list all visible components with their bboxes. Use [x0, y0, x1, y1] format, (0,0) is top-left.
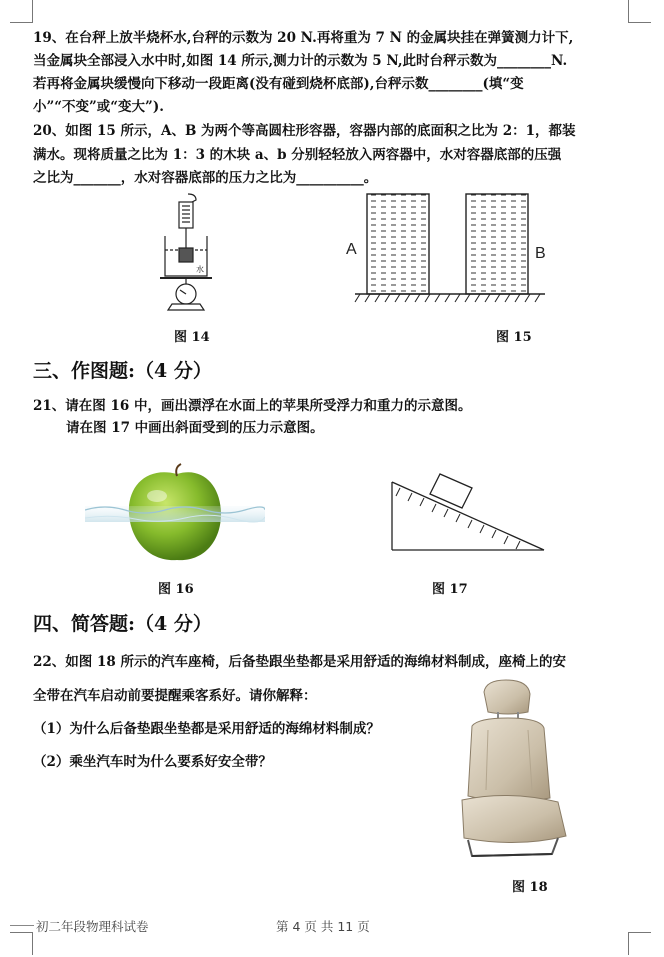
figure-15-diagram [340, 192, 550, 312]
question-19-line-3: 若再将金属块缓慢向下移动一段距离(没有碰到烧杯底部),台秤示数________(填“变 [33, 76, 524, 92]
crop-mark-bottom-right [628, 932, 651, 955]
figure-18-caption: 图 18 [512, 880, 548, 895]
footer-exam-name: 初二年段物理科试卷 [36, 919, 149, 934]
section-4-title: 四、简答题:（4 分） [33, 613, 212, 635]
figure-15-label-b: B [535, 245, 546, 262]
figure-17-caption: 图 17 [432, 582, 468, 597]
crop-mark-top-left [10, 0, 33, 23]
crop-mark-top-right [628, 0, 651, 23]
question-21-line-1: 21、请在图 16 中，画出漂浮在水面上的苹果所受浮力和重力的示意图。 [33, 398, 472, 414]
question-21-line-2: 请在图 17 中画出斜面受到的压力示意图。 [66, 420, 324, 436]
question-19-line-4: 小”“不变”或“变大”). [33, 99, 164, 115]
question-20-line-1: 20、如图 15 所示，A、B 为两个等高圆柱形容器，容器内部的底面积之比为 2：1，都装 [33, 123, 576, 139]
question-19-line-1: 19、在台秤上放半烧杯水,台秤的示数为 20 N.再将重为 7 N 的金属块挂在弹簧测力计下, [33, 30, 574, 46]
figure-16-apple-in-water [85, 462, 265, 564]
footer-page-info: 第 4 页 共 11 页 [276, 919, 370, 934]
footer-rule-left [10, 925, 34, 926]
question-22-line-1: 22、如图 18 所示的汽车座椅，后备垫跟坐垫都是采用舒适的海绵材料制成，座椅上的安 [33, 654, 566, 670]
question-22-sub-1: （1）为什么后备垫跟坐垫都是采用舒适的海绵材料制成？ [33, 721, 380, 737]
figure-14-water-label: 水 [196, 265, 204, 274]
figure-15-label-a: A [346, 241, 357, 258]
section-3-title: 三、作图题:（4 分） [33, 360, 212, 382]
crop-mark-bottom-left [10, 932, 33, 955]
question-19-line-2: 当金属块全部浸入水中时,如图 14 所示,测力计的示数为 5 N,此时台秤示数为________N. [33, 53, 568, 69]
figure-14-caption: 图 14 [174, 330, 210, 345]
question-20-line-2: 满水。现将质量之比为 1：3 的木块 a、b 分别轻轻放入两容器中，水对容器底部的压强 [33, 147, 562, 163]
figure-16-caption: 图 16 [158, 582, 194, 597]
figure-14-diagram [150, 192, 220, 312]
question-22-line-2: 全带在汽车启动前要提醒乘客系好。请你解释： [33, 688, 317, 704]
question-20-line-3: 之比为_______，水对容器底部的压力之比为__________。 [33, 170, 378, 186]
question-22-sub-2: （2）乘坐汽车时为什么要系好安全带？ [33, 754, 272, 770]
figure-15-caption: 图 15 [496, 330, 532, 345]
figure-18-car-seat [448, 678, 573, 868]
figure-17-incline-diagram [388, 462, 548, 554]
